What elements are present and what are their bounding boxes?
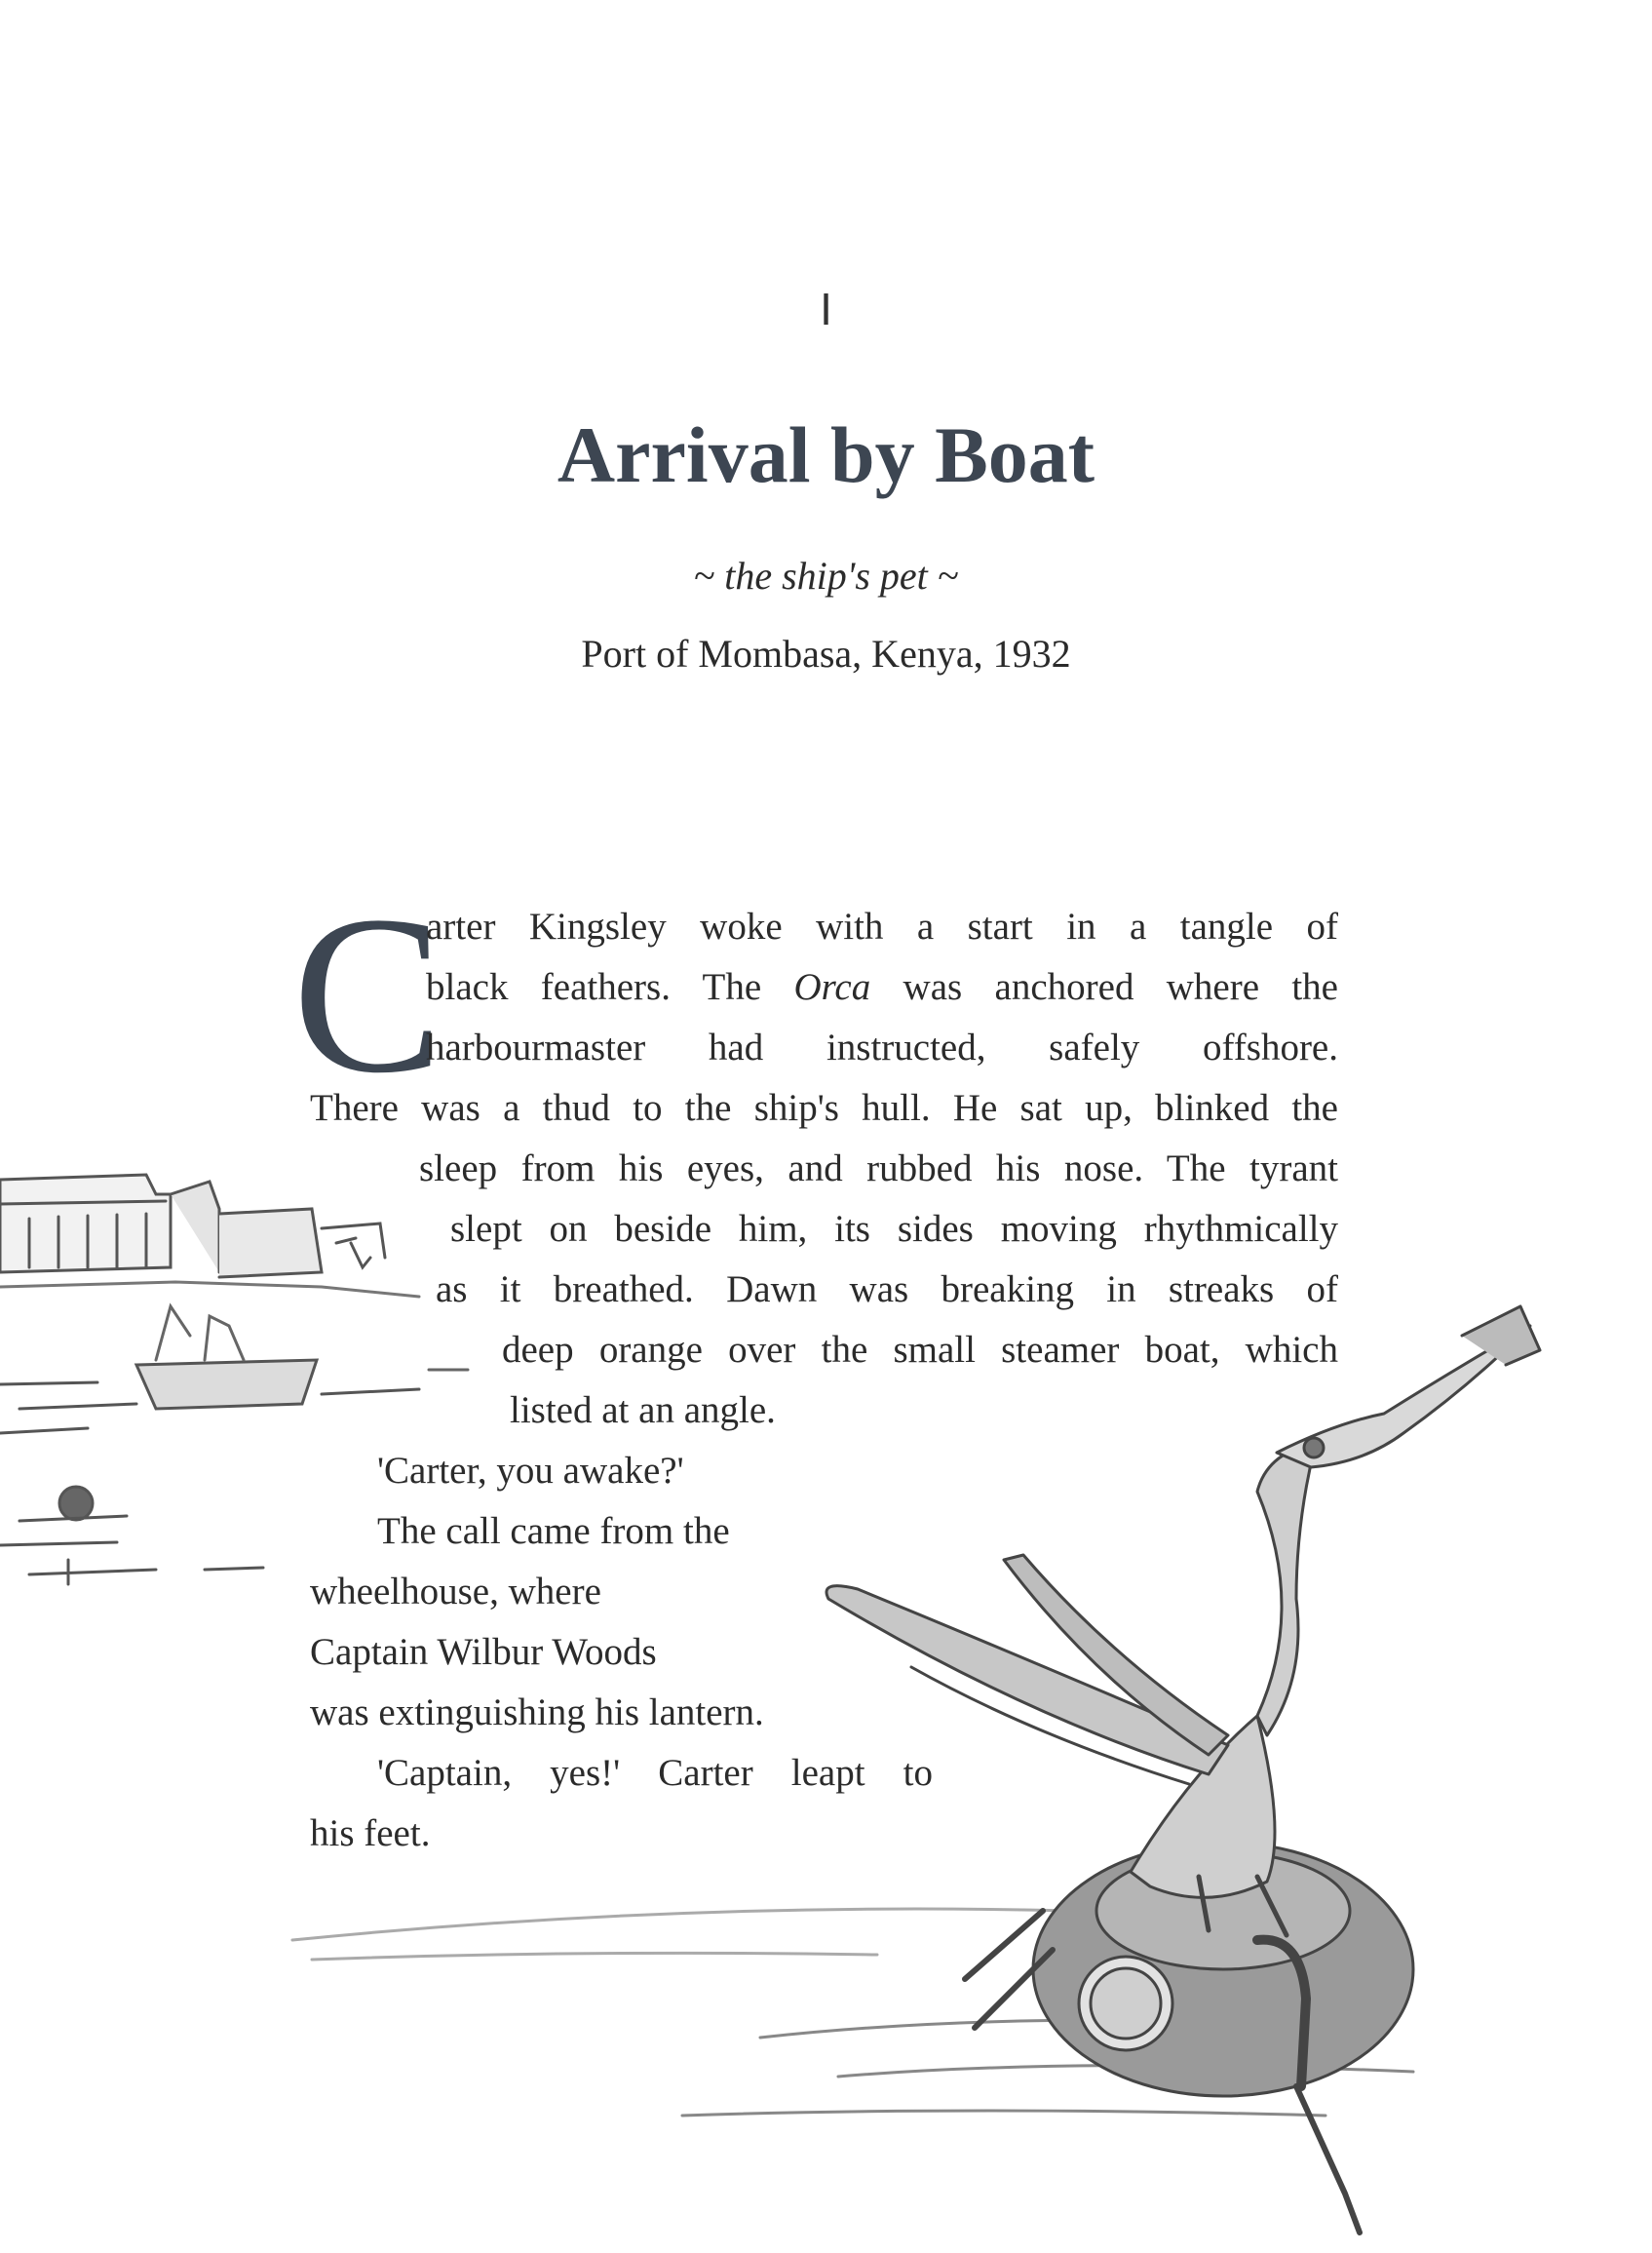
text-line: 'Captain, yes!' Carter leapt to	[377, 1752, 933, 1794]
chapter-title: Arrival by Boat	[557, 410, 1095, 499]
text-line: black feathers. The Orca was anchored where the	[426, 966, 1338, 1008]
text-line: harbourmaster had instructed, safely offshore.	[426, 1027, 1338, 1068]
text-line: listed at an angle.	[510, 1389, 776, 1431]
text-line: wheelhouse, where	[310, 1571, 601, 1612]
text-line: deep orange over the small steamer boat, which	[502, 1329, 1338, 1371]
chapter-number: I	[820, 284, 832, 334]
text-line: as it breathed. Dawn was breaking in streaks of	[436, 1268, 1338, 1310]
text-line: his feet.	[310, 1812, 431, 1854]
text-line: The call came from the	[377, 1510, 730, 1552]
text-line: arter Kingsley woke with a start in a tangle of	[426, 906, 1338, 948]
text-line: slept on beside him, its sides moving rhythmically	[450, 1208, 1338, 1250]
chapter-setting: Port of Mombasa, Kenya, 1932	[581, 632, 1071, 676]
text-line: was extinguishing his lantern.	[310, 1691, 764, 1733]
text-line: Captain Wilbur Woods	[310, 1631, 657, 1673]
drop-cap: C	[292, 870, 443, 1120]
chapter-subtitle: ~ the ship's pet ~	[693, 554, 959, 598]
text-line: There was a thud to the ship's hull. He sat up, blinked the	[310, 1087, 1338, 1129]
text-line: sleep from his eyes, and rubbed his nose. The tyrant	[419, 1147, 1338, 1189]
text-line: 'Carter, you awake?'	[377, 1450, 684, 1492]
